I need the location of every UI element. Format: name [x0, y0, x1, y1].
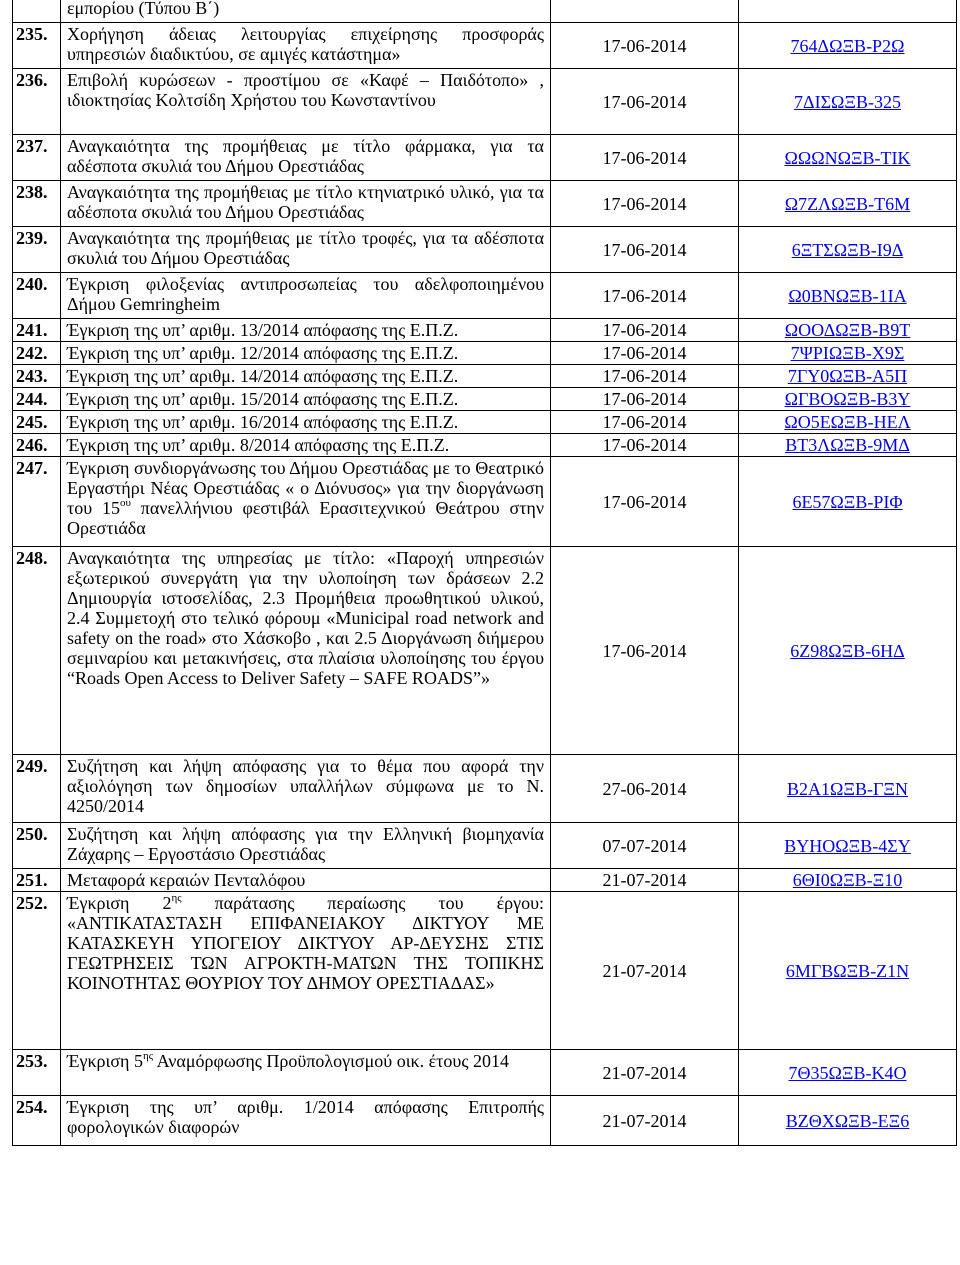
item-number: 246.: [13, 434, 61, 457]
decision-date: 17-06-2014: [551, 135, 739, 181]
table-row: [13, 823, 957, 869]
ada-cell: [739, 273, 957, 319]
ada-cell: [739, 411, 957, 434]
item-number: 254.: [13, 1096, 61, 1146]
ada-code-link[interactable]: ΩΟ5ΕΩΞΒ-ΗΕΛ: [784, 412, 911, 432]
table-row: [13, 69, 957, 135]
decision-description: Αναγκαιότητα της προμήθειας με τίτλο τροφές, για τα αδέσποτα σκυλιά του Δήμου Ορεστιάδας: [61, 227, 551, 273]
ada-cell: [739, 547, 957, 755]
decision-description: Έγκριση της υπ’ αριθμ. 15/2014 απόφασης της Ε.Π.Ζ.: [61, 388, 551, 411]
decision-date: 17-06-2014: [551, 273, 739, 319]
table-row: [13, 869, 957, 892]
decision-date: 27-06-2014: [551, 755, 739, 823]
decision-description: Μεταφορά κεραιών Πενταλόφου: [61, 869, 551, 892]
item-number: 243.: [13, 365, 61, 388]
ada-code-link[interactable]: ΒΥΗΟΩΞΒ-4ΣΥ: [784, 835, 911, 856]
decision-date: 17-06-2014: [551, 365, 739, 388]
ada-cell: [739, 892, 957, 1050]
ada-code-link[interactable]: 6ΘΙ0ΩΞΒ-Ξ10: [792, 870, 903, 890]
ada-cell: [739, 319, 957, 342]
ada-cell: [739, 342, 957, 365]
decision-date: 07-07-2014: [551, 823, 739, 869]
ada-cell: [739, 365, 957, 388]
decision-description: Έγκριση της υπ’ αριθμ. 16/2014 απόφασης της Ε.Π.Ζ.: [61, 411, 551, 434]
decision-date: 17-06-2014: [551, 181, 739, 227]
ada-code-link[interactable]: 764ΔΩΞΒ-Ρ2Ω: [790, 35, 905, 56]
item-number: 249.: [13, 755, 61, 823]
decision-date: [551, 0, 739, 23]
decisions-table-body: [13, 0, 957, 1146]
decision-date: 21-07-2014: [551, 892, 739, 1050]
ada-cell: [739, 227, 957, 273]
decision-description: Έγκριση της υπ’ αριθμ. 1/2014 απόφασης Επιτροπής φορολογικών διαφορών: [61, 1096, 551, 1146]
ada-cell: [739, 457, 957, 547]
table-row: [13, 365, 957, 388]
ada-code-link[interactable]: 6ΞΤΣΩΞΒ-Ι9Δ: [791, 239, 904, 260]
table-row: [13, 181, 957, 227]
ada-code-link[interactable]: ΩΓΒΟΩΞΒ-Β3Υ: [784, 389, 911, 409]
ada-cell: [739, 135, 957, 181]
table-row: [13, 319, 957, 342]
decision-description: Συζήτηση και λήψη απόφασης για το θέμα που αφορά την αξιολόγηση των δημοσίων υπαλλήλων σύμφωνα με το Ν. 4250/2014: [61, 755, 551, 823]
decision-description: Αναγκαιότητα της υπηρεσίας με τίτλο: «Παροχή υπηρεσιών εξωτερικού συνεργάτη για την υλοποίηση των δράσεων 2.2 Δημιουργία ιστοσελίδας, 2.3 Προμήθεια προωθητικού υλικού, 2.4 Συμμετοχή στο τελικό φόρουμ «Municipal road network and safety on the road» στο Χάσκοβο , και 2.5 Διοργάνωση διήμερου σεμιναρίου και μετακινήσεις, στα πλαίσια υλοποίησης του έργου “Roads Open Access to Deliver Safety – SAFE ROADS”»: [61, 547, 551, 755]
item-number: [13, 0, 61, 23]
ada-cell: [739, 434, 957, 457]
decision-date: 21-07-2014: [551, 869, 739, 892]
item-number: 247.: [13, 457, 61, 547]
item-number: 239.: [13, 227, 61, 273]
decision-description: Αναγκαιότητα της προμήθειας με τίτλο κτηνιατρικό υλικό, για τα αδέσποτα σκυλιά του Δήμου Ορεστιάδας: [61, 181, 551, 227]
ada-code-link[interactable]: 7Θ35ΩΞΒ-Κ4Ο: [788, 1062, 907, 1083]
decision-description: Χορήγηση άδειας λειτουργίας επιχείρησης προσφοράς υπηρεσιών διαδικτύου, σε αμιγές κατάστημα»: [61, 23, 551, 69]
decision-description: Έγκριση της υπ’ αριθμ. 14/2014 απόφασης της Ε.Π.Ζ.: [61, 365, 551, 388]
table-row: [13, 1050, 957, 1096]
item-number: 253.: [13, 1050, 61, 1096]
ada-code-link[interactable]: Β2Α1ΩΞΒ-ΓΞΝ: [787, 778, 908, 799]
ada-code-link[interactable]: 6Ε57ΩΞΒ-ΡΙΦ: [792, 491, 903, 512]
table-row: [13, 755, 957, 823]
decision-date: 17-06-2014: [551, 227, 739, 273]
item-number: 242.: [13, 342, 61, 365]
ada-cell: [739, 1096, 957, 1146]
decision-date: 17-06-2014: [551, 69, 739, 135]
ada-cell: [739, 869, 957, 892]
ada-code-link[interactable]: Ω0ΒΝΩΞΒ-1ΙΑ: [788, 285, 907, 306]
decision-description: Συζήτηση και λήψη απόφασης για την Ελληνική βιομηχανία Ζάχαρης – Εργοστάσιο Ορεστιάδας: [61, 823, 551, 869]
ada-cell: [739, 69, 957, 135]
decision-date: 17-06-2014: [551, 411, 739, 434]
table-row: [13, 892, 957, 1050]
item-number: 250.: [13, 823, 61, 869]
decisions-table: [12, 0, 957, 1146]
decision-description: Αναγκαιότητα της προμήθειας με τίτλο φάρμακα, για τα αδέσποτα σκυλιά του Δήμου Ορεστιάδας: [61, 135, 551, 181]
item-number: 240.: [13, 273, 61, 319]
decision-description: Έγκριση της υπ’ αριθμ. 8/2014 απόφασης της Ε.Π.Ζ.: [61, 434, 551, 457]
table-row: [13, 342, 957, 365]
ada-code-link[interactable]: 7ΔΙΣΩΞΒ-325: [794, 91, 901, 112]
decision-date: 21-07-2014: [551, 1096, 739, 1146]
table-row: [13, 273, 957, 319]
item-number: 248.: [13, 547, 61, 755]
decision-date: 17-06-2014: [551, 342, 739, 365]
decision-date: 17-06-2014: [551, 23, 739, 69]
item-number: 244.: [13, 388, 61, 411]
decision-description: Έγκριση $5^{\eta\varsigma}$ Αναμόρφωσης Προϋπολογισμού οικ. έτους 2014: [61, 1050, 551, 1096]
item-number: 237.: [13, 135, 61, 181]
ada-cell: [739, 0, 957, 23]
table-row: [13, 547, 957, 755]
ada-code-link[interactable]: 6Ζ98ΩΞΒ-6ΗΔ: [790, 640, 905, 661]
ada-cell: [739, 755, 957, 823]
decision-date: 17-06-2014: [551, 434, 739, 457]
decision-description: Επιβολή κυρώσεων - προστίμου σε «Καφέ – Παιδότοπο» , ιδιοκτησίας Κολτσίδη Χρήστου του Κωνσταντίνου: [61, 69, 551, 135]
decision-date: 17-06-2014: [551, 547, 739, 755]
decision-description: εμπορίου (Τύπου Β΄): [61, 0, 551, 23]
decision-description: Έγκριση φιλοξενίας αντιπροσωπείας του αδελφοποιημένου Δήμου Gemringheim: [61, 273, 551, 319]
table-row: [13, 135, 957, 181]
ada-cell: [739, 388, 957, 411]
ada-code-link[interactable]: 6ΜΓΒΩΞΒ-Ζ1Ν: [785, 960, 910, 981]
item-number: 235.: [13, 23, 61, 69]
table-row: [13, 0, 957, 23]
ada-code-link[interactable]: ΒΖΘΧΩΞΒ-ΕΞ6: [785, 1110, 910, 1131]
ada-cell: [739, 1050, 957, 1096]
decision-description: Έγκριση συνδιοργάνωσης του Δήμου Ορεστιάδας με το Θεατρικό Εργαστήρι Νέας Ορεστιάδας « ο Διόνυσος» για την διοργάνωση του $15^{o\upsilon}$ πανελλήνιου φεστιβάλ Ερασιτεχνικού Θεάτρου στην Ορεστιάδα: [61, 457, 551, 547]
item-number: 236.: [13, 69, 61, 135]
table-row: [13, 434, 957, 457]
item-number: 245.: [13, 411, 61, 434]
table-row: [13, 411, 957, 434]
item-number: 252.: [13, 892, 61, 1050]
ada-code-link[interactable]: 7ΨΡΙΩΞΒ-Χ9Σ: [790, 343, 905, 363]
item-number: 251.: [13, 869, 61, 892]
table-row: [13, 388, 957, 411]
ada-code-link[interactable]: Ω7ΖΛΩΞΒ-Τ6Μ: [784, 193, 911, 214]
table-row: [13, 23, 957, 69]
decision-date: 17-06-2014: [551, 457, 739, 547]
item-number: 241.: [13, 319, 61, 342]
ada-code-link[interactable]: ΩΩΩΝΩΞΒ-ΤΙΚ: [784, 147, 911, 168]
ada-code-link[interactable]: ΒΤ3ΛΩΞΒ-9ΜΔ: [785, 435, 910, 455]
item-number: 238.: [13, 181, 61, 227]
ada-code-link[interactable]: 7ΓΥ0ΩΞΒ-Α5Π: [787, 366, 908, 386]
decision-description: Έγκριση $2^{\eta\varsigma}$ παράτασης περαίωσης του έργου: «ΑΝΤΙΚΑΤΑΣΤΑΣΗ ΕΠΙΦΑΝΕΙΑΚΟΥ ΔΙΚΤΥΟΥ ΜΕ ΚΑΤΑΣΚΕΥΗ ΥΠΟΓΕΙΟΥ ΔΙΚΤΥΟΥ ΑΡ-ΔΕΥΣΗΣ ΣΤΙΣ ΓΕΩΤΡΗΣΕΙΣ ΤΩΝ ΑΓΡΟΚΤΗ-ΜΑΤΩΝ ΤΗΣ ΤΟΠΙΚΗΣ ΚΟΙΝΟΤΗΤΑΣ ΘΟΥΡΙΟΥ ΤΟΥ ΔΗΜΟΥ ΟΡΕΣΤΙΑΔΑΣ»: [61, 892, 551, 1050]
table-row: [13, 227, 957, 273]
decision-description: Έγκριση της υπ’ αριθμ. 12/2014 απόφασης της Ε.Π.Ζ.: [61, 342, 551, 365]
ada-cell: [739, 23, 957, 69]
ada-code-link[interactable]: ΩΟΟΔΩΞΒ-Β9Τ: [784, 320, 911, 340]
decision-date: 17-06-2014: [551, 388, 739, 411]
decision-date: 17-06-2014: [551, 319, 739, 342]
table-row: [13, 457, 957, 547]
ada-cell: [739, 181, 957, 227]
decision-description: Έγκριση της υπ’ αριθμ. 13/2014 απόφασης της Ε.Π.Ζ.: [61, 319, 551, 342]
ada-cell: [739, 823, 957, 869]
table-row: [13, 1096, 957, 1146]
decision-date: 21-07-2014: [551, 1050, 739, 1096]
